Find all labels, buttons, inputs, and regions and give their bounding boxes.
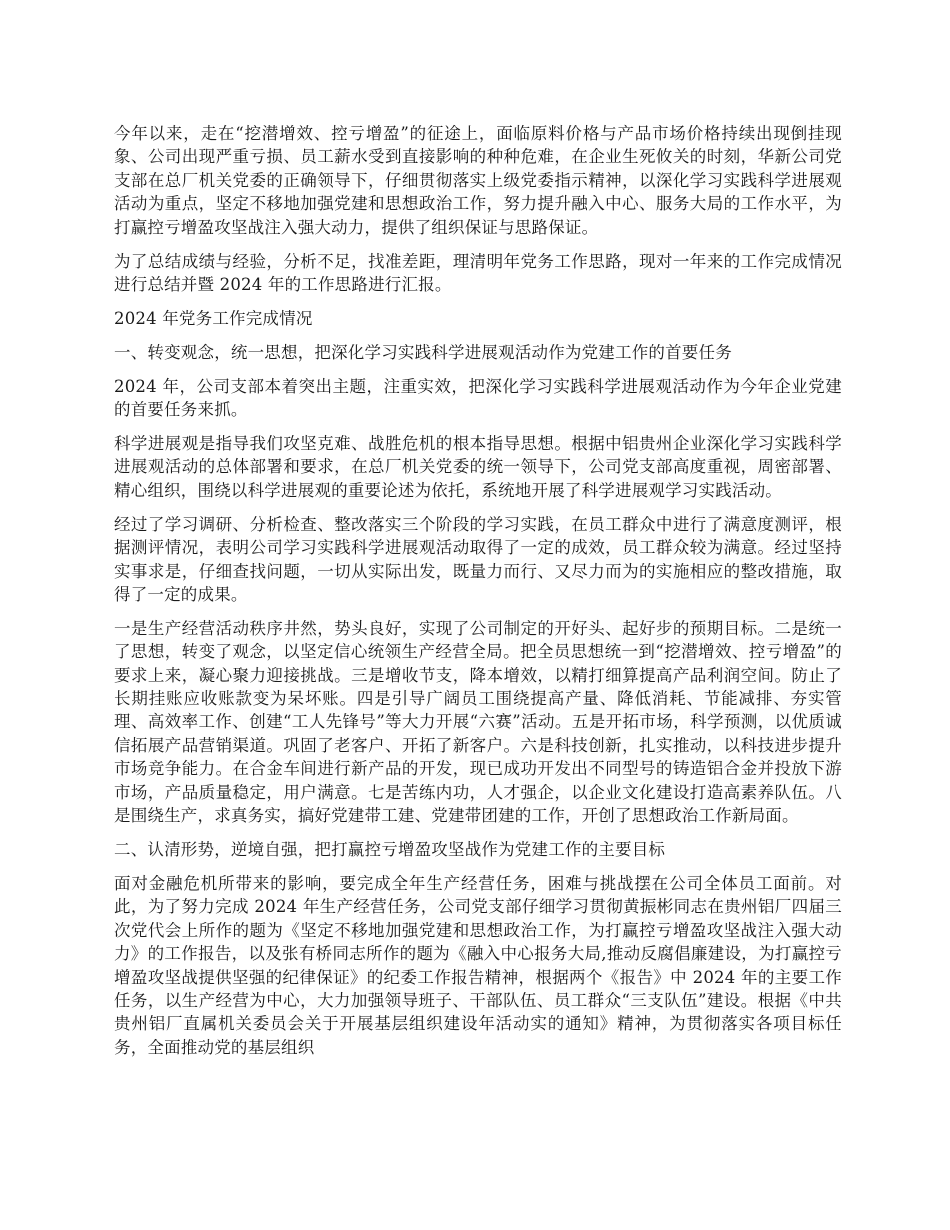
body-paragraph: 2024 年，公司支部本着突出主题，注重实效，把深化学习实践科学进展观活动作为今年企业党建的首要任务来抓。 xyxy=(114,376,842,420)
section-heading: 2024 年党务工作完成情况 xyxy=(114,308,313,328)
body-paragraph: 经过了学习调研、分析检查、整改落实三个阶段的学习实践，在员工群众中进行了满意度测评，根据测评情况，表明公司学习实践科学进展观活动取得了一定的成效，员工群众较为满意。经过坚持实事求是，仔细查找问题，一切从实际出发，既量力而行、又尽力而为的实施相应的整改措施，取得了一定的成果。 xyxy=(114,514,842,604)
purpose-paragraph: 为了总结成绩与经验，分析不足，找准差距，理清明年党务工作思路，现对一年来的工作完成情况进行总结并暨 2024 年的工作思路进行汇报。 xyxy=(114,251,842,294)
body-paragraph: 一是生产经营活动秩序井然，势头良好，实现了公司制定的开好头、起好步的预期目标。二是统一了思想，转变了观念，以坚定信心统领生产经营全局。把全员思想统一到“挖潜增效、控亏增盈”的要求上来，凝心聚力迎接挑战。三是增收节支，降本增效，以精打细算提高产品利润空间。防止了长期挂账应收账款变为呆坏账。四是引导广阔员工围绕提高产量、降低消耗、节能减排、夯实管理、高效率工作、创建“工人先锋号”等大力开展“六赛”活动。五是开拓市场，科学预测，以优质诚信拓展产品营销渠道。巩固了老客户、开拓了新客户。六是科技创新，扎实推动，以科技进步提升市场竞争能力。在合金车间进行新产品的开发，现已成功开发出不同型号的铸造铝合金并投放下游市场，产品质量稳定，用户满意。七是苦练内功，人才强企，以企业文化建设打造高素养队伍。八是围绕生产，求真务实，搞好党建带工建、党建带团建的工作，开创了思想政治工作新局面。 xyxy=(114,618,842,826)
body-paragraph: 科学进展观是指导我们攻坚克难、战胜危机的根本指导思想。根据中铝贵州企业深化学习实践科学进展观活动的总体部署和要求，在总厂机关党委的统一领导下，公司党支部高度重视，周密部署、精心组织，围绕以科学进展观的重要论述为依托，系统地开展了科学进展观学习实践活动。 xyxy=(114,433,842,500)
subsection-heading-2: 二、认清形势，逆境自强，把打赢控亏增盈攻坚战作为党建工作的主要目标 xyxy=(114,839,666,859)
document-body xyxy=(114,122,842,1070)
body-paragraph: 面对金融危机所带来的影响，要完成全年生产经营任务，困难与挑战摆在公司全体员工面前。对此，为了努力完成 2024 年生产经营任务，公司党支部仔细学习贯彻黄振彬同志在贵州铝厂四届三次党代会上所作的题为《坚定不移地加强党建和思想政治工作，为打赢控亏增盈攻坚战注入强大动力》的工作报告，以及张有桥同志所作的题为《融入中心报务大局,推动反腐倡廉建设，为打赢控亏增盈攻坚战提供坚强的纪律保证》的纪委工作报告精神，根据两个《报告》中 2024 年的主要工作任务，以生产经营为中心，大力加强领导班子、干部队伍、员工群众“三支队伍”建设。根据《中共贵州铝厂直属机关委员会关于开展基层组织建设年活动实的通知》精神，为贯彻落实各项目标任务，全面推动党的基层组织 xyxy=(114,873,842,1057)
intro-paragraph: 今年以来，走在“挖潜增效、控亏增盈”的征途上，面临原料价格与产品市场价格持续出现倒挂现象、公司出现严重亏损、员工薪水受到直接影响的种种危难，在企业生死攸关的时刻，华新公司党支部在总厂机关党委的正确领导下，仔细贯彻落实上级党委指示精神，以深化学习实践科学进展观活动为重点，坚定不移地加强党建和思想政治工作，努力提升融入中心、服务大局的工作水平，为打赢控亏增盈攻坚战注入强大动力，提供了组织保证与思路保证。 xyxy=(114,124,842,237)
subsection-heading-1: 一、转变观念，统一思想，把深化学习实践科学进展观活动作为党建工作的首要任务 xyxy=(114,342,732,362)
